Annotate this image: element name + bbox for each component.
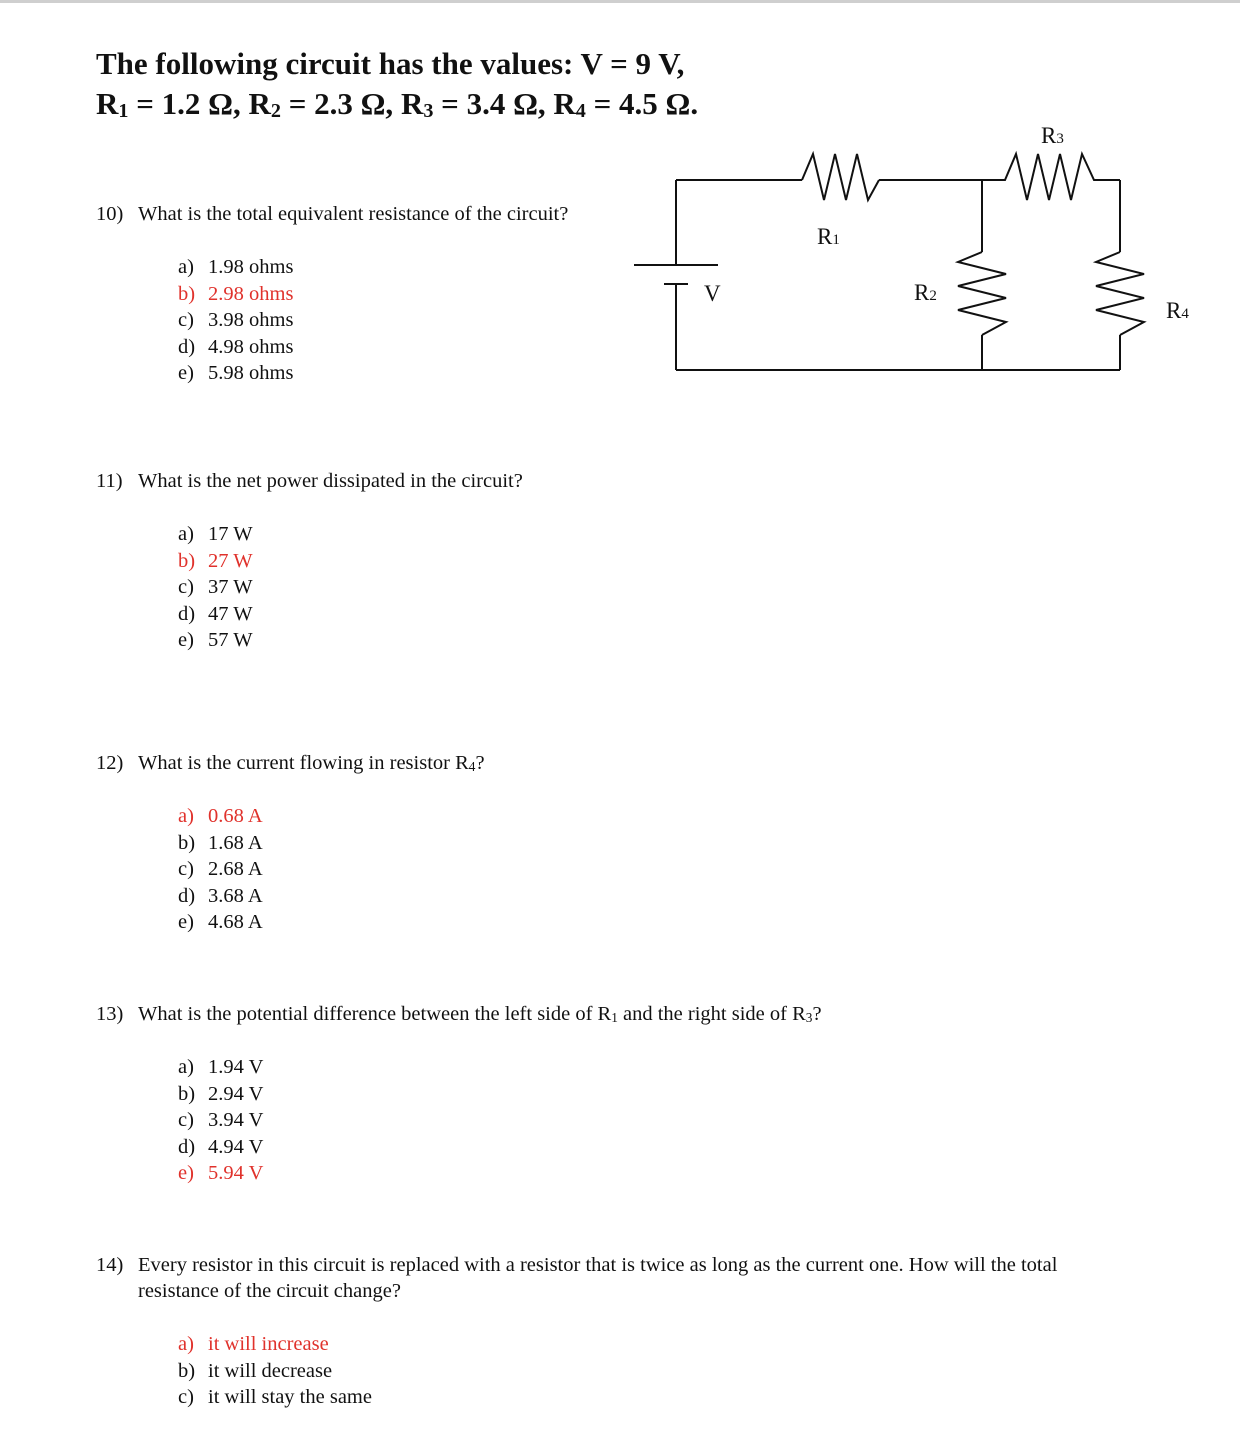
r3-label: R3 (1041, 123, 1064, 148)
question-number: 13) (96, 1003, 124, 1025)
option-a[interactable]: a) 17 W (178, 523, 253, 545)
option-c[interactable]: c) 2.68 A (178, 858, 263, 880)
question-10-options (178, 254, 293, 387)
question-text: What is the net power dissipated in the circuit? (138, 470, 523, 492)
option-e[interactable]: e) 5.94 V (178, 1162, 264, 1184)
problem-heading (96, 44, 698, 124)
r1-label: R1 (817, 224, 840, 249)
resistor-r3-symbol (982, 154, 1120, 200)
option-b[interactable]: b) it will decrease (178, 1359, 333, 1382)
option-c[interactable]: c) 37 W (178, 576, 253, 598)
question-11 (96, 468, 523, 494)
option-e[interactable]: e) 5.98 ohms (178, 362, 294, 384)
heading-line-1: The following circuit has the values: V = 9 V, (96, 46, 685, 81)
question-10 (96, 201, 568, 227)
option-b[interactable]: b) 1.68 A (178, 831, 263, 854)
question-12 (96, 750, 485, 776)
question-number: 10) (96, 203, 124, 225)
option-b[interactable]: b) 2.94 V (178, 1082, 264, 1105)
option-c[interactable]: c) it will stay the same (178, 1386, 372, 1408)
option-a[interactable]: a) 1.94 V (178, 1056, 264, 1078)
r2-label: R2 (914, 280, 937, 305)
option-a[interactable]: a) 1.98 ohms (178, 256, 294, 278)
question-text: What is the total equivalent resistance of the circuit? (138, 203, 569, 225)
question-14-options (178, 1331, 372, 1411)
question-text: Every resistor in this circuit is replaced with a resistor that is twice as long as the current one. How will the total resistance of the circuit change? (138, 1254, 1058, 1302)
option-d[interactable]: d) 4.98 ohms (178, 335, 294, 358)
r4-label: R4 (1166, 298, 1189, 323)
resistor-r1-symbol (802, 154, 879, 200)
option-d[interactable]: d) 4.94 V (178, 1135, 264, 1158)
question-11-options (178, 521, 253, 654)
question-13-options (178, 1054, 263, 1187)
circuit-diagram (620, 110, 1220, 390)
option-e[interactable]: e) 4.68 A (178, 911, 263, 933)
question-14 (96, 1252, 1138, 1304)
option-d[interactable]: d) 47 W (178, 602, 253, 625)
question-number: 12) (96, 752, 124, 774)
question-text: What is the potential difference between the left side of $R_1$ and the right side of $R_3$? (138, 1003, 822, 1025)
option-c[interactable]: c) 3.94 V (178, 1109, 264, 1131)
page-top-border (0, 0, 1240, 3)
option-e[interactable]: e) 57 W (178, 629, 253, 651)
option-b[interactable]: b) 2.98 ohms (178, 282, 294, 305)
option-d[interactable]: d) 3.68 A (178, 884, 263, 907)
question-13 (96, 1001, 822, 1027)
option-c[interactable]: c) 3.98 ohms (178, 309, 294, 331)
option-a[interactable]: a) 0.68 A (178, 805, 263, 827)
option-b[interactable]: b) 27 W (178, 549, 253, 572)
heading-line-2: $R_1 = 1.2$ Ω, $R_2 = 2.3$ Ω, $R_3 = 3.4$ Ω, $R_4 = 4.5$ Ω. (96, 86, 699, 123)
battery-label: V (704, 281, 721, 306)
question-12-options (178, 803, 263, 936)
question-number: 14) (96, 1254, 124, 1276)
option-a[interactable]: a) it will increase (178, 1333, 329, 1355)
question-text: What is the current flowing in resistor $R_4$? (138, 752, 485, 774)
resistor-r4-symbol (1096, 252, 1144, 335)
question-number: 11) (96, 470, 123, 492)
resistor-r2-symbol (958, 252, 1006, 335)
